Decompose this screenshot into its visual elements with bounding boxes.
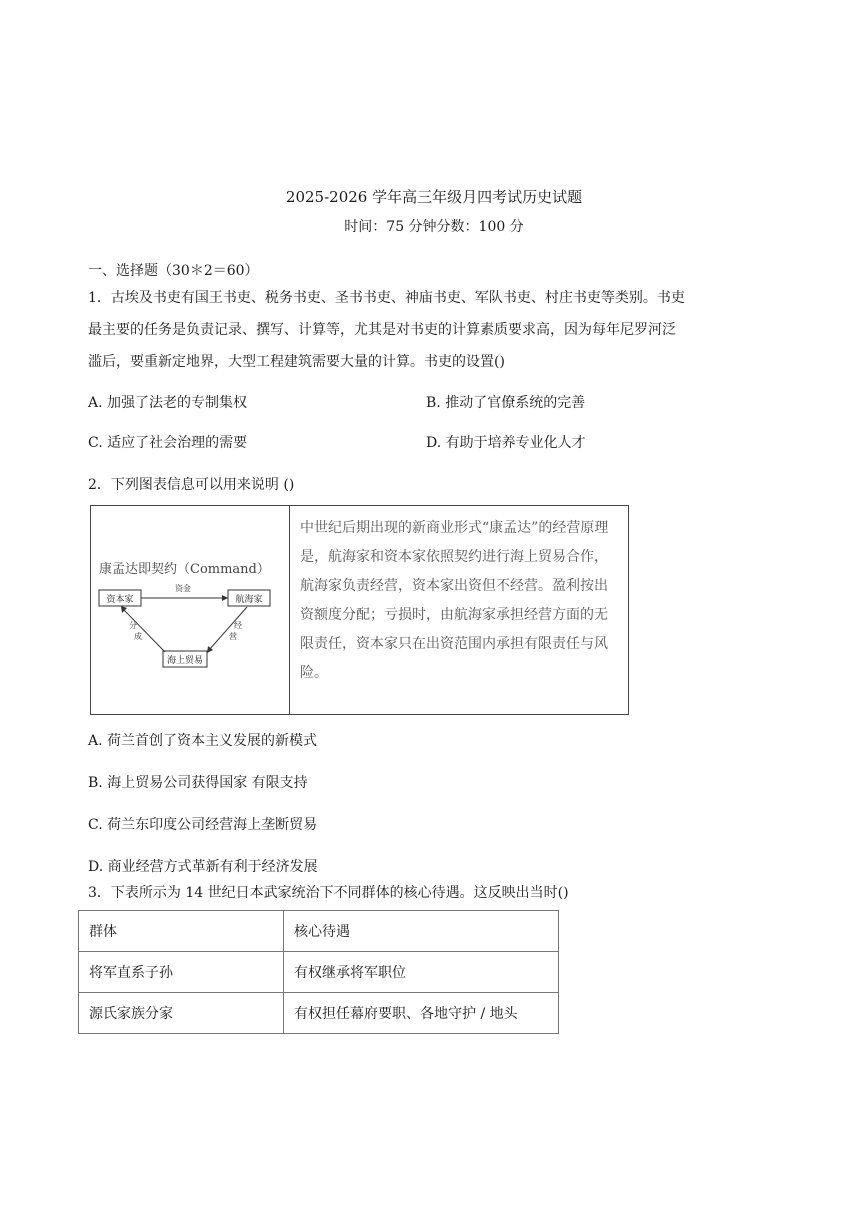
- table-cell: 有权继承将军职位: [284, 952, 559, 993]
- q2-option-d: D. 商业经营方式革新有利于经济发展: [88, 859, 318, 875]
- profit-label-1: 分: [129, 621, 137, 630]
- question-1-line-3: 滥后，要重新定地界，大型工程建筑需要大量的计算。书吏的设置(): [88, 354, 505, 370]
- arrow-profit: [123, 609, 165, 652]
- question-1-line-2: 最主要的任务是负责记录、撰写、计算等，尤其是对书吏的计算素质要求高，因为每年尼罗河泛: [88, 322, 676, 338]
- exam-title: 2025-2026 学年高三年级月四考试历史试题: [285, 188, 583, 206]
- operate-label-1: 经: [234, 621, 242, 630]
- commenda-diagram: [91, 506, 289, 714]
- node-trade-label: 海上贸易: [166, 656, 204, 666]
- q1-option-a: A. 加强了法老的专制集权: [88, 395, 248, 411]
- q3-table: [78, 910, 559, 1034]
- table-cell: 源氏家族分家: [79, 993, 284, 1034]
- q2-option-b: B. 海上贸易公司获得国家 有限支持: [88, 775, 308, 791]
- section-heading: 一、选择题（30＊2＝60）: [88, 263, 259, 279]
- table-header-row: [79, 911, 559, 952]
- table-header-cell: 群体: [79, 911, 284, 952]
- funds-label: 资金: [175, 584, 191, 593]
- arrow-funds-head: [222, 595, 228, 601]
- question-3-stem: 3．下表所示为 14 世纪日本武家统治下不同群体的核心待遇。这反映出当时(): [88, 885, 569, 901]
- profit-label-2: 成: [134, 632, 142, 641]
- operate-label-2: 营: [229, 632, 237, 641]
- q1-option-c: C. 适应了社会治理的需要: [88, 435, 248, 451]
- question-1-line-1: 1．古埃及书吏有国王书吏、税务书吏、圣书书吏、神庙书吏、军队书吏、村庄书吏等类别。书吏: [88, 290, 685, 306]
- q2-option-c: C. 荷兰东印度公司经营海上垄断贸易: [88, 817, 318, 833]
- node-navigator-label: 航海家: [235, 595, 263, 605]
- q1-option-d: D. 有助于培养专业化人才: [426, 435, 586, 451]
- q2-option-a: A. 荷兰首创了资本主义发展的新模式: [88, 733, 318, 749]
- diagram-title: 康孟达即契约（Command）: [99, 562, 270, 577]
- table-header-cell: 核心待遇: [284, 911, 559, 952]
- exam-subtitle: 时间：75 分钟分数：100 分: [344, 219, 524, 235]
- table-cell: 有权担任幕府要职、各地守护 / 地头: [284, 993, 559, 1034]
- table-row: [79, 993, 559, 1034]
- node-capitalist-label: 资本家: [106, 595, 134, 605]
- table-cell: 将军直系子孙: [79, 952, 284, 993]
- q2-text-cell: 中世纪后期出现的新商业形式“康孟达”的经营原理是，航海家和资本家依照契约进行海上贸易合作，航海家负责经营，资本家出资但不经营。盈利按出资额度分配；亏损时，由航海家承担经营方面的无限责任，资本家只在出资范围内承担有限责任与风险。: [290, 506, 629, 715]
- question-2-stem: 2．下列图表信息可以用来说明 (): [88, 477, 295, 493]
- table-row: [79, 952, 559, 993]
- q2-diagram-cell: [91, 506, 290, 715]
- q2-figure-table: [90, 505, 629, 715]
- q1-option-b: B. 推动了官僚系统的完善: [426, 395, 586, 411]
